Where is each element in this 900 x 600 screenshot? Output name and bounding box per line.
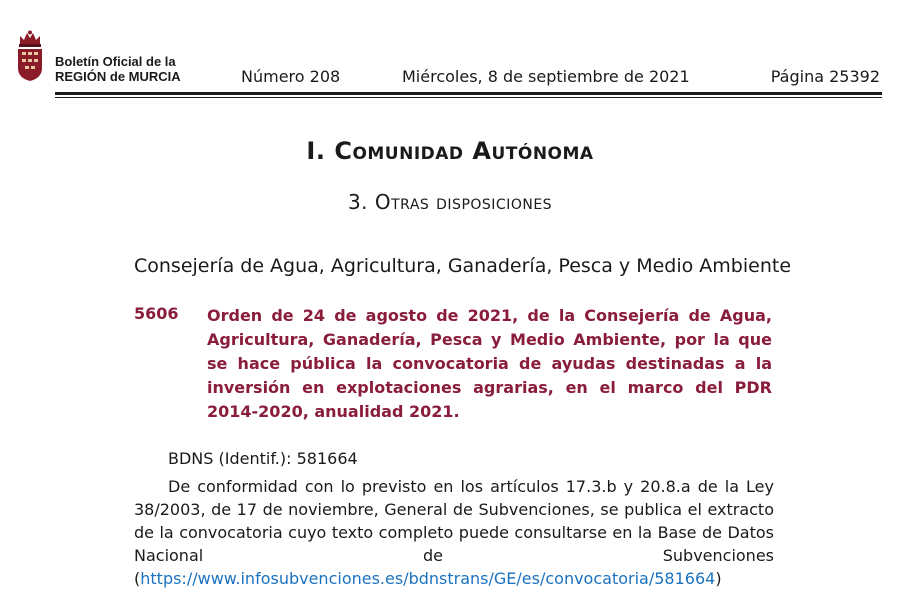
- header-rule-thick: [55, 92, 882, 95]
- paragraph-text: De conformidad con lo previsto en los artículos 17.3.b y 20.8.a de la Ley 38/2003, de 17 de noviembre, General de Subvenciones, se publica el extracto de la convocatoria cuyo texto completo puede consultarse en la Base de Datos Nacional de Subvenciones (: [134, 477, 774, 588]
- brand-line-1: Boletín Oficial de la: [55, 54, 176, 69]
- ministry-name: Consejería de Agua, Agricultura, Ganadería, Pesca y Medio Ambiente: [134, 255, 792, 277]
- issue-date: Miércoles, 8 de septiembre de 2021: [402, 67, 690, 86]
- section-title: I. Comunidad Autónoma: [306, 137, 594, 165]
- bdns-link[interactable]: https://www.infosubvenciones.es/bdnstrans/GE/es/convocatoria/581664: [140, 569, 716, 588]
- order-title: Orden de 24 de agosto de 2021, de la Consejería de Agua, Agricultura, Ganadería, Pesca y Medio Ambiente, por la que se hace pública la convocatoria de ayudas destinadas a la inversión en explotaciones agrarias, en el marco del PDR 2014-2020, anualidad 2021.: [207, 306, 772, 421]
- bdns-identifier: BDNS (Identif.): 581664: [168, 449, 358, 468]
- paragraph-close: ): [715, 569, 722, 588]
- header-rule-thin: [55, 97, 882, 98]
- order-number: 5606: [134, 304, 179, 323]
- body-paragraph: [134, 475, 774, 590]
- brand-name: [55, 54, 181, 84]
- page-number: Página 25392: [770, 67, 880, 86]
- issue-number: Número 208: [241, 67, 341, 86]
- region-de-murcia-crest-icon: [14, 30, 46, 82]
- subsection-title: 3. Otras disposiciones: [347, 190, 553, 214]
- page-header: [0, 0, 900, 100]
- brand-line-2: REGIÓN de MURCIA: [55, 69, 181, 84]
